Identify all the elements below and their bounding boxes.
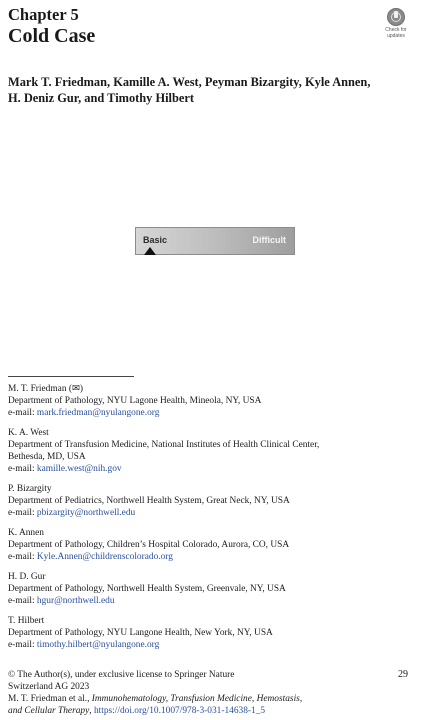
author-list (8, 74, 408, 106)
affiliation-block (8, 383, 418, 419)
email-link[interactable]: pbizargity@northwell.edu (36, 508, 136, 518)
affiliation-name: K. A. West (8, 428, 49, 438)
affiliation-department: Department of Transfusion Medicine, National Institutes of Health Clinical Center, (8, 440, 320, 450)
affiliation-name: K. Annen (8, 528, 44, 538)
affiliation-department: Department of Pathology, Children’s Hospital Colorado, Aurora, CO, USA (8, 540, 290, 550)
affiliation-email-line: e-mail: hgur@northwell.edu (8, 596, 115, 606)
affiliation-email-line: e-mail: timothy.hilbert@nyulangone.org (8, 640, 160, 650)
affiliation-email-line: e-mail: Kyle.Annen@childrenscolorado.org (8, 552, 173, 562)
affiliation-department: Department of Pathology, NYU Lagone Health, Mineola, NY, USA (8, 396, 262, 406)
affiliation-department: Department of Pediatrics, Northwell Health System, Great Neck, NY, USA (8, 496, 290, 506)
chapter-title: Cold Case (8, 25, 96, 47)
difficulty-scale (135, 227, 295, 255)
affiliation-name: T. Hilbert (8, 616, 45, 626)
affiliation-block (8, 527, 418, 563)
difficulty-basic-label: Basic (143, 235, 168, 245)
check-updates-icon (387, 8, 405, 26)
author-line: Mark T. Friedman, Kamille A. West, Peyman Bizargity, Kyle Annen, (8, 75, 371, 89)
book-title: and Cellular Therapy (8, 706, 90, 716)
copyright-line: Switzerland AG 2023 (8, 682, 90, 692)
email-link[interactable]: Kyle.Annen@childrenscolorado.org (36, 552, 173, 562)
difficulty-difficult-label: Difficult (252, 235, 286, 245)
affiliation-name: M. T. Friedman (✉) (8, 384, 83, 394)
affiliation-department: Bethesda, MD, USA (8, 452, 86, 462)
citation-line: and Cellular Therapy, https://doi.org/10.1007/978-3-031-14638-1_5 (8, 706, 266, 716)
footnote-divider (8, 376, 134, 377)
email-link[interactable]: hgur@northwell.edu (36, 596, 115, 606)
check-for-updates-button[interactable] (381, 7, 411, 47)
affiliation-email-line: e-mail: mark.friedman@nyulangone.org (8, 408, 160, 418)
affiliation-block (8, 427, 418, 475)
citation-line: M. T. Friedman et al., Immunohematology, Transfusion Medicine, Hemostasis, (8, 694, 303, 704)
copyright-line: © The Author(s), under exclusive license to Springer Nature (8, 670, 235, 680)
check-updates-label: Check for updates (385, 27, 407, 39)
author-line: H. Deniz Gur, and Timothy Hilbert (8, 91, 194, 105)
affiliation-block (8, 483, 418, 519)
difficulty-marker-triangle-icon (144, 247, 156, 255)
book-title: Immunohematology, Transfusion Medicine, Hemostasis, (91, 694, 303, 704)
email-link[interactable]: timothy.hilbert@nyulangone.org (36, 640, 160, 650)
affiliation-department: Department of Pathology, NYU Langone Health, New York, NY, USA (8, 628, 273, 638)
chapter-number: Chapter 5 (8, 5, 79, 24)
affiliation-email-line: e-mail: kamille.west@nih.gov (8, 464, 122, 474)
affiliation-block (8, 615, 418, 651)
affiliation-email-line: e-mail: pbizargity@northwell.edu (8, 508, 136, 518)
affiliation-department: Department of Pathology, Northwell Health System, Greenvale, NY, USA (8, 584, 286, 594)
affiliation-name: P. Bizargity (8, 484, 52, 494)
email-link[interactable]: kamille.west@nih.gov (36, 464, 122, 474)
email-link[interactable]: mark.friedman@nyulangone.org (36, 408, 160, 418)
copyright-notice (8, 669, 388, 717)
page-number: 29 (398, 669, 408, 680)
doi-link[interactable]: https://doi.org/10.1007/978-3-031-14638-1_5 (93, 706, 266, 716)
affiliation-name: H. D. Gur (8, 572, 46, 582)
affiliation-block (8, 571, 418, 607)
